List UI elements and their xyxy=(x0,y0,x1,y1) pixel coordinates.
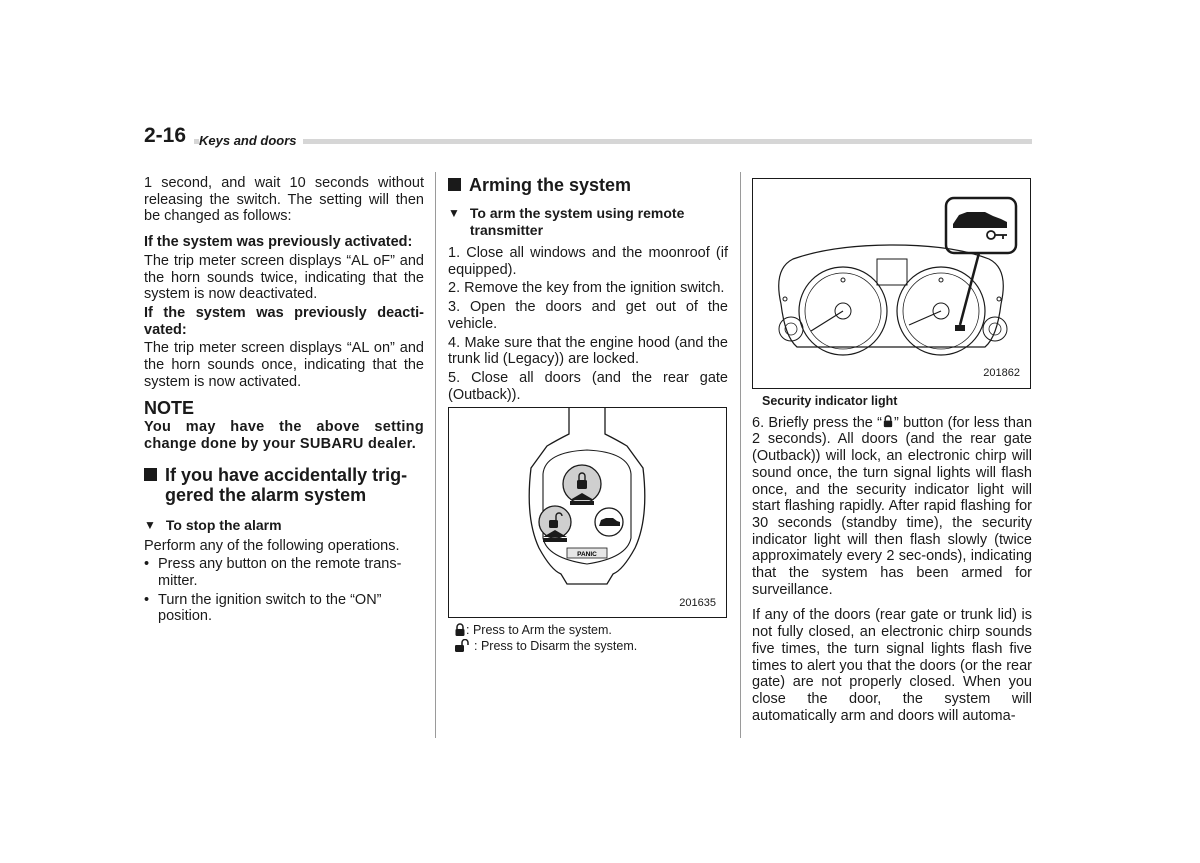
note-title: NOTE xyxy=(144,398,195,419)
step-5: 5. Close all doors (and the rear gate (Outback)). xyxy=(448,369,728,403)
instrument-cluster-illustration xyxy=(753,179,1030,388)
prev-activated-heading: If the system was previously activated: xyxy=(144,234,413,251)
middle-column xyxy=(448,175,728,654)
bullet-text: Turn the ignition switch to the “ON” position. xyxy=(158,591,382,625)
alarm-heading-text: If you have accidentally trig-gered the alarm system xyxy=(165,464,408,505)
list-item xyxy=(144,556,424,589)
column-divider xyxy=(435,172,436,738)
unlock-icon xyxy=(454,639,474,653)
figure-number: 201635 xyxy=(679,596,716,609)
figure-legend xyxy=(448,622,728,654)
bullet-dot-icon: • xyxy=(144,591,150,608)
note-text: You may have the above setting change done by your SUBARU dealer. xyxy=(144,419,424,452)
remote-heading-text: To arm the system using remote transmitter xyxy=(469,205,685,238)
prev-activated-text: The trip meter screen displays “AL oF” and the horn sounds twice, indicating that the system is now deactivated. xyxy=(144,252,424,303)
bullet-text: Press any button on the remote trans-mitter. xyxy=(158,556,402,589)
left-column xyxy=(144,175,424,625)
step-6-text-start: 6. Briefly press the “ xyxy=(752,414,882,431)
figure-number: 201862 xyxy=(983,367,1020,380)
page-header xyxy=(144,126,1032,154)
triangle-bullet-icon: ▼ xyxy=(448,206,460,220)
section-title: Keys and doors xyxy=(199,133,303,148)
alarm-heading xyxy=(144,465,424,505)
column-divider xyxy=(740,172,741,738)
step-3: 3. Open the doors and get out of the vehicle. xyxy=(448,299,728,332)
arming-heading-text: Arming the system xyxy=(469,175,632,195)
page-number: 2-16 xyxy=(144,124,194,148)
stop-heading-text: To stop the alarm xyxy=(165,516,282,533)
step-6 xyxy=(752,415,1032,599)
remote-transmitter-illustration xyxy=(449,408,726,617)
remote-transmitter-figure xyxy=(448,407,727,618)
instrument-panel-figure xyxy=(752,178,1031,389)
step-6-text-end: ” button (for less than 2 seconds). All doors (and the rear gate (Outback)) will lock, an electronic chirp will sound once, the turn signal lights will flash once, and the security indicator light will start flashing rapidly. After rapid flashing for 30 seconds (standby time), the security indicator light will then flash slowly (twice approximately every 2 sec-onds), indicating that the system has been armed for surveillance. xyxy=(752,414,1033,598)
step-1: 1. Close all windows and the moonroof (if equipped). xyxy=(448,245,728,278)
legend-arm-text: : Press to Arm the system. xyxy=(466,623,612,638)
remote-heading xyxy=(448,205,728,239)
square-bullet-icon xyxy=(144,468,157,481)
lock-icon xyxy=(882,415,894,428)
panic-label: PANIC xyxy=(577,551,597,559)
legend-arm xyxy=(454,622,728,638)
legend-disarm xyxy=(454,638,728,654)
arming-heading xyxy=(448,175,728,195)
step-2: 2. Remove the key from the ignition switch. xyxy=(448,280,725,297)
prev-deactivated-heading: If the system was previously deacti-vated: xyxy=(144,304,424,338)
bullet-dot-icon: • xyxy=(144,556,150,573)
prev-deactivated-text: The trip meter screen displays “AL on” and the horn sounds once, indicating that the system is now activated. xyxy=(144,340,424,390)
stop-intro: Perform any of the following operations. xyxy=(144,537,400,554)
legend-disarm-text: : Press to Disarm the system. xyxy=(474,639,638,654)
right-column xyxy=(752,178,1032,724)
stop-heading xyxy=(144,517,424,534)
partial-closure-text: If any of the doors (rear gate or trunk lid) is not fully closed, an electronic chirp sounds five times, the turn signal lights flash five times to alert you that the doors (or the rear gate) are not properly closed. When you close the door, the system will automatically arm and doors will automa- xyxy=(752,607,1032,724)
square-bullet-icon xyxy=(448,178,461,191)
triangle-bullet-icon: ▼ xyxy=(144,517,156,532)
figure-caption: Security indicator light xyxy=(762,394,898,408)
step-4: 4. Make sure that the engine hood (and the trunk lid (Legacy)) are locked. xyxy=(448,334,728,368)
list-item xyxy=(144,592,424,625)
lock-icon xyxy=(454,623,466,637)
intro-text: 1 second, and wait 10 seconds without releasing the switch. The setting will then be changed as follows: xyxy=(144,175,424,225)
